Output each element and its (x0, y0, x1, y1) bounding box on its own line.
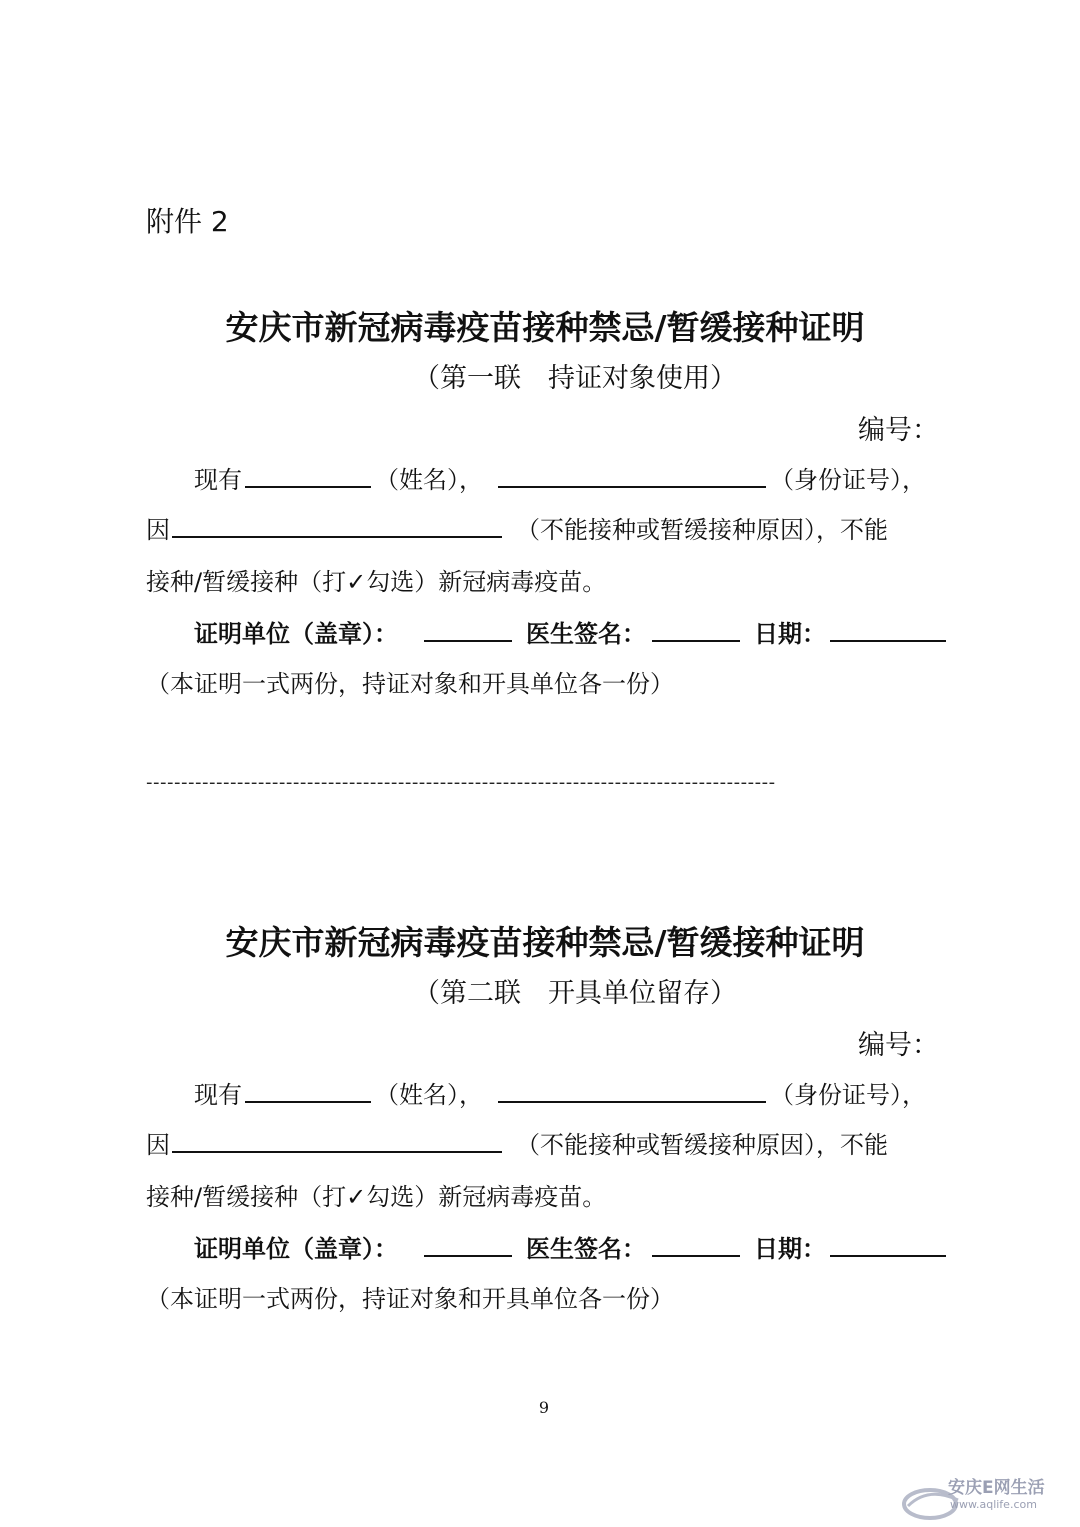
watermark-text: 安庆E网生活 (948, 1478, 1045, 1498)
serial-number-label: 编号： (858, 1030, 939, 1061)
date-blank[interactable] (830, 640, 946, 642)
issuing-unit-label: 证明单位（盖章）： (194, 1235, 398, 1263)
attachment-label: 附件 2 (146, 205, 229, 238)
line-id-label: （身份证号）， (770, 466, 926, 494)
line-name-label: （姓名）， (375, 1081, 483, 1109)
name-blank[interactable] (245, 486, 371, 488)
doctor-signature-label: 医生签名： (526, 1235, 646, 1263)
watermark-url: www.aqlife.com (950, 1498, 1037, 1511)
line-reason-label: （不能接种或暂缓接种原因），不能 (516, 1131, 888, 1159)
reason-blank[interactable] (172, 536, 502, 538)
line-id-label: （身份证号）， (770, 1081, 926, 1109)
date-label: 日期： (754, 1235, 826, 1263)
issuing-unit-label: 证明单位（盖章）： (194, 620, 398, 648)
page-number: 9 (538, 1398, 550, 1417)
line-reason-prefix: 因 (146, 1131, 170, 1159)
issuing-unit-blank[interactable] (424, 640, 512, 642)
line-reason-prefix: 因 (146, 516, 170, 544)
form-title: 安庆市新冠病毒疫苗接种禁忌/暂缓接种证明 (225, 308, 865, 347)
serial-number-label: 编号： (858, 415, 939, 446)
name-blank[interactable] (245, 1101, 371, 1103)
line-reason-label: （不能接种或暂缓接种原因），不能 (516, 516, 888, 544)
line-name-prefix: 现有 (194, 466, 242, 494)
date-blank[interactable] (830, 1255, 946, 1257)
date-label: 日期： (754, 620, 826, 648)
id-number-blank[interactable] (498, 1101, 766, 1103)
line-name-prefix: 现有 (194, 1081, 242, 1109)
form-title: 安庆市新冠病毒疫苗接种禁忌/暂缓接种证明 (225, 923, 865, 962)
id-number-blank[interactable] (498, 486, 766, 488)
line-name-label: （姓名）， (375, 466, 483, 494)
copies-note: （本证明一式两份，持证对象和开具单位各一份） (146, 1285, 674, 1313)
copies-note: （本证明一式两份，持证对象和开具单位各一份） (146, 670, 674, 698)
line-vaccine-status: 接种/暂缓接种（打✓勾选）新冠病毒疫苗。 (146, 1183, 607, 1211)
issuing-unit-blank[interactable] (424, 1255, 512, 1257)
cut-line-divider: ------------------------------------------------------------------------------------------ (146, 772, 776, 793)
doctor-signature-blank[interactable] (652, 640, 740, 642)
form-subtitle: （第二联 开具单位留存） (413, 978, 737, 1009)
doctor-signature-label: 医生签名： (526, 620, 646, 648)
form-subtitle: （第一联 持证对象使用） (413, 363, 737, 394)
line-vaccine-status: 接种/暂缓接种（打✓勾选）新冠病毒疫苗。 (146, 568, 607, 596)
reason-blank[interactable] (172, 1151, 502, 1153)
doctor-signature-blank[interactable] (652, 1255, 740, 1257)
